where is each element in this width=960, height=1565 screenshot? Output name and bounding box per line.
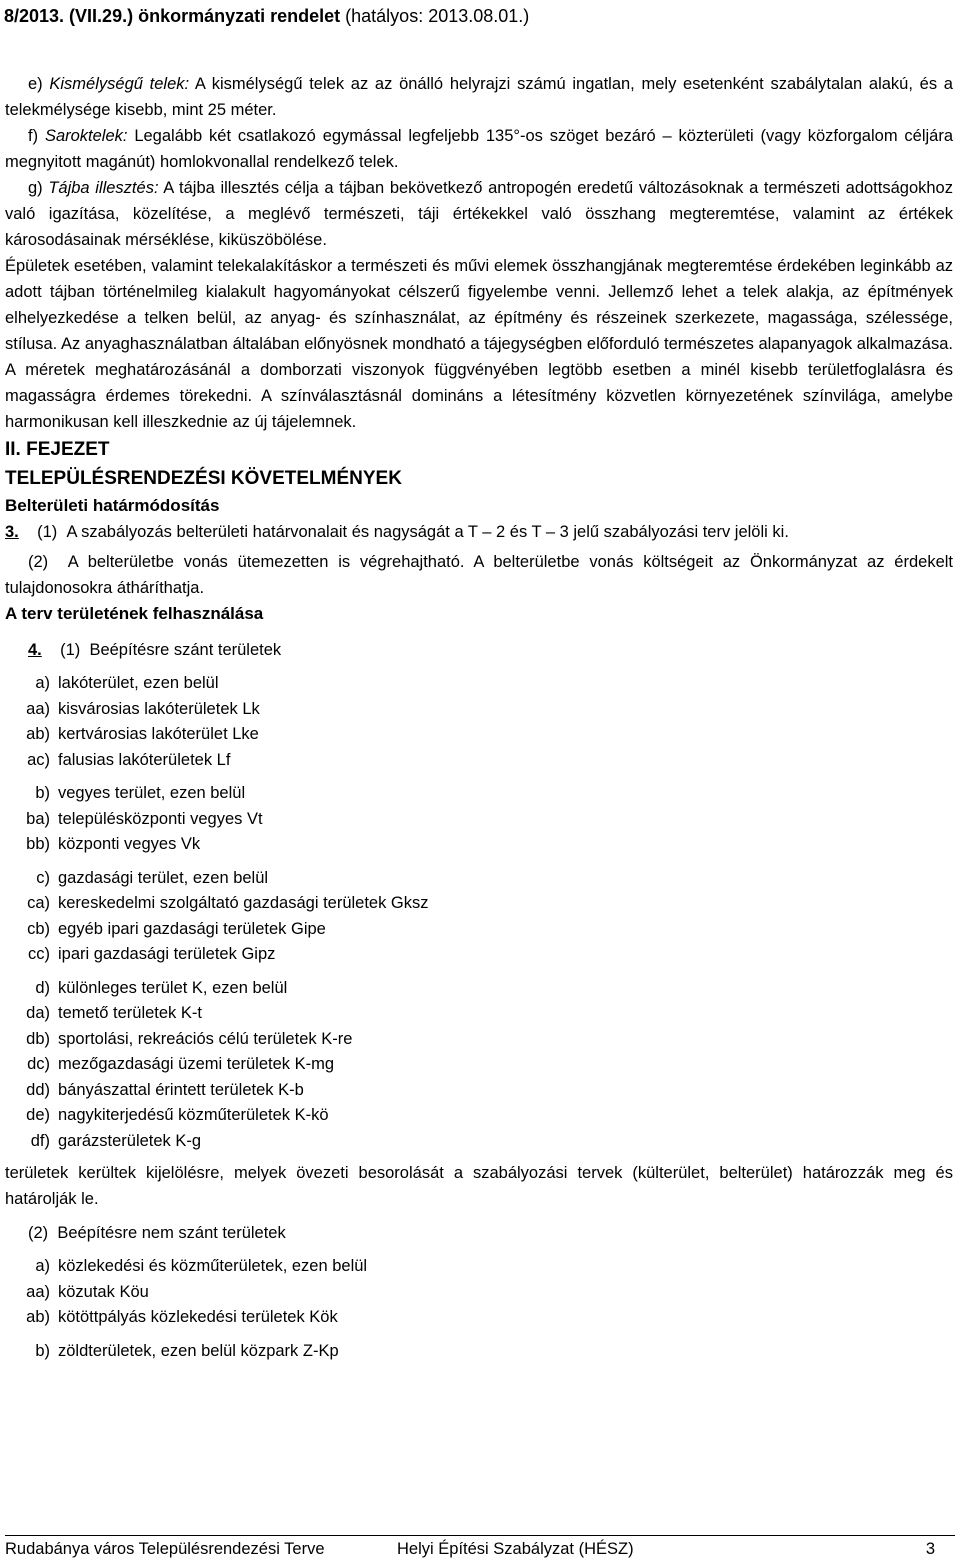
list-item-text: kereskedelmi szolgáltató gazdasági területek Gksz — [58, 894, 429, 912]
footer-regulation-name: Helyi Építési Szabályzat (HÉSZ) — [397, 1540, 634, 1558]
list-item-label: df) — [30, 1131, 50, 1150]
list-item-label: ab) — [26, 1308, 50, 1326]
list-item-label: a) — [35, 674, 50, 692]
list-item-text: nagykiterjedésű közműterületek K-kö — [58, 1106, 329, 1124]
list-item-label: dd) — [26, 1080, 50, 1099]
list-item-text: közutak Köu — [58, 1282, 149, 1301]
list-item-label: d) — [35, 978, 50, 997]
list-group — [5, 1254, 953, 1331]
list-item-label: aa) — [26, 1282, 50, 1301]
page-number: 3 — [925, 1540, 935, 1558]
list-item-text: sportolási, rekreációs célú területek K-re — [58, 1029, 353, 1048]
list-item-label: ca) — [27, 894, 50, 912]
validity-note: (hatályos: 2013.08.01.) — [345, 6, 530, 26]
list-item — [5, 1001, 953, 1027]
list-item-text: bányászattal érintett területek K-b — [58, 1080, 304, 1099]
definition-g: g) Tájba illesztés: A tájba illesztés célja a tájban bekövetkező antropogén eredetű változásoknak a természeti adottságokhoz való igazítása, közelítése, a meglévő természeti, táji értékekkel való összhang megteremtése, valamint az értékek károsodásainak mérséklése, kiküszöbölése. — [5, 179, 953, 249]
list-item-label: bb) — [26, 835, 50, 853]
list-item-text: zöldterületek, ezen belül közpark Z-Kp — [58, 1341, 339, 1360]
list-item-label: aa) — [26, 699, 50, 718]
list-item — [5, 1027, 953, 1053]
list-item-label: cc) — [28, 945, 50, 963]
list-item-text: központi vegyes Vk — [58, 835, 201, 853]
page-footer — [5, 1535, 955, 1564]
list-item-text: kertvárosias lakóterület Lke — [58, 725, 259, 743]
list-item-text: vegyes terület, ezen belül — [58, 784, 246, 802]
list-item — [5, 1078, 953, 1104]
list-item — [5, 1339, 953, 1365]
list-item-label: b) — [35, 1341, 50, 1360]
list-item-text: kötöttpályás közlekedési területek Kök — [58, 1308, 338, 1326]
list-item — [5, 1129, 953, 1155]
list-item — [5, 1254, 953, 1280]
list-item — [5, 891, 953, 917]
list-item-text: különleges terület K, ezen belül — [58, 978, 288, 997]
list-item — [5, 1052, 953, 1078]
list-group — [5, 976, 953, 1155]
list-item-text: kisvárosias lakóterületek Lk — [58, 699, 260, 718]
list-item-label: a) — [35, 1257, 50, 1275]
list-group — [5, 671, 953, 773]
list-group — [5, 781, 953, 858]
section-4-closing: területek kerültek kijelölésre, melyek övezeti besorolását a szabályozási tervek (külterület, belterület) határozzák meg és határolják le. — [5, 1164, 953, 1208]
list-item-text: garázsterületek K-g — [58, 1131, 202, 1150]
regulation-title: 8/2013. (VII.29.) önkormányzati rendelet — [4, 6, 341, 26]
list-item-label: dc) — [27, 1055, 50, 1073]
non-built-up-area-list — [5, 1254, 953, 1364]
section-4-paragraph-1: 4. (1) Beépítésre szánt területek — [28, 641, 282, 659]
list-item — [5, 807, 953, 833]
list-item — [5, 917, 953, 943]
list-item-text: lakóterület, ezen belül — [58, 674, 219, 692]
list-item-text: közlekedési és közműterületek, ezen belül — [58, 1257, 368, 1275]
list-item — [5, 697, 953, 723]
list-item-label: c) — [36, 868, 50, 887]
list-item-label: cb) — [27, 919, 50, 938]
list-group — [5, 866, 953, 968]
list-item-label: ac) — [27, 750, 50, 769]
section-4-title: A terv területének felhasználása — [5, 604, 264, 623]
list-item — [5, 1280, 953, 1306]
list-group — [5, 1339, 953, 1365]
list-item — [5, 976, 953, 1002]
section-4-paragraph-2: (2) Beépítésre nem szánt területek — [28, 1224, 286, 1242]
list-item-text: ipari gazdasági területek Gipz — [58, 945, 276, 963]
list-item — [5, 722, 953, 748]
list-item — [5, 866, 953, 892]
list-item — [5, 942, 953, 968]
list-item — [5, 748, 953, 774]
list-item-text: településközponti vegyes Vt — [58, 809, 263, 828]
definition-f: f) Saroktelek: Legalább két csatlakozó egymással legfeljebb 135°-os szöget bezáró – közterületi (vagy közforgalom céljára megnyitott magánút) homlokvonallal rendelkező telek. — [5, 127, 954, 171]
list-item-label: da) — [26, 1004, 50, 1022]
list-item-label: de) — [26, 1106, 50, 1124]
list-item — [5, 1305, 953, 1331]
list-item-text: falusias lakóterületek Lf — [58, 750, 231, 769]
page-header — [4, 6, 529, 27]
document-body — [5, 71, 953, 1364]
chapter-number: II. FEJEZET — [5, 439, 110, 460]
list-item-text: mezőgazdasági üzemi területek K-mg — [58, 1055, 335, 1073]
section-3-paragraph-2: (2) A belterületbe vonás ütemezetten is végrehajtható. A belterületbe vonás költségeit az Önkormányzat az érdekelt tulajdonosokra átháríthatja. — [5, 553, 953, 597]
footer-plan-name: Rudabánya város Településrendezési Terve — [5, 1540, 325, 1558]
definition-g-continuation: Épületek esetében, valamint telekalakításkor a természeti és művi elemek összhangjának megteremtése érdekében leginkább az adott tájban történelmileg kialakult hagyományokat célszerű figyelembe venni. Jellemző lehet a telek alakja, az építmények elhelyezkedése a telken belül, az anyag- és színhasználat, az építmény és részeinek szerkezete, magassága, szélessége, stílusa. Az anyaghasználatban általában előnyösnek mondható a tájegységben előforduló természetes alapanyagok alkalmazása. A méretek meghatározásánál a domborzati viszonyok függvényében legtöbb esetben a minél kisebb területfoglalásra és magasságra érdemes törekedni. A színválasztásnál domináns a létesítmény közvetlen környezetének színvilága, amelybe harmonikusan kell illeszkednie az új tájelemnek. — [5, 257, 953, 431]
list-item-text: gazdasági terület, ezen belül — [58, 868, 269, 887]
list-item-label: b) — [35, 784, 50, 802]
definition-e: e) Kismélységű telek: A kismélységű telek az az önálló helyrajzi számú ingatlan, mely esetenként szabálytalan alakú, és a telekmélysége kisebb, mint 25 méter. — [5, 75, 953, 119]
chapter-title: TELEPÜLÉSRENDEZÉSI KÖVETELMÉNYEK — [5, 468, 402, 489]
section-3-title: Belterületi határmódosítás — [5, 496, 220, 515]
list-item — [5, 781, 953, 807]
list-item-text: egyéb ipari gazdasági területek Gipe — [58, 919, 326, 938]
list-item-label: ab) — [26, 725, 50, 743]
list-item-label: ba) — [26, 809, 50, 828]
list-item — [5, 1103, 953, 1129]
list-item-text: temető területek K-t — [58, 1004, 202, 1022]
built-up-area-list — [5, 671, 953, 1154]
list-item-label: db) — [26, 1029, 50, 1048]
section-3-paragraph-1: 3. (1) A szabályozás belterületi határvonalait és nagyságát a T – 2 és T – 3 jelű szabályozási terv jelöli ki. — [5, 523, 789, 541]
list-item — [5, 832, 953, 858]
list-item — [5, 671, 953, 697]
